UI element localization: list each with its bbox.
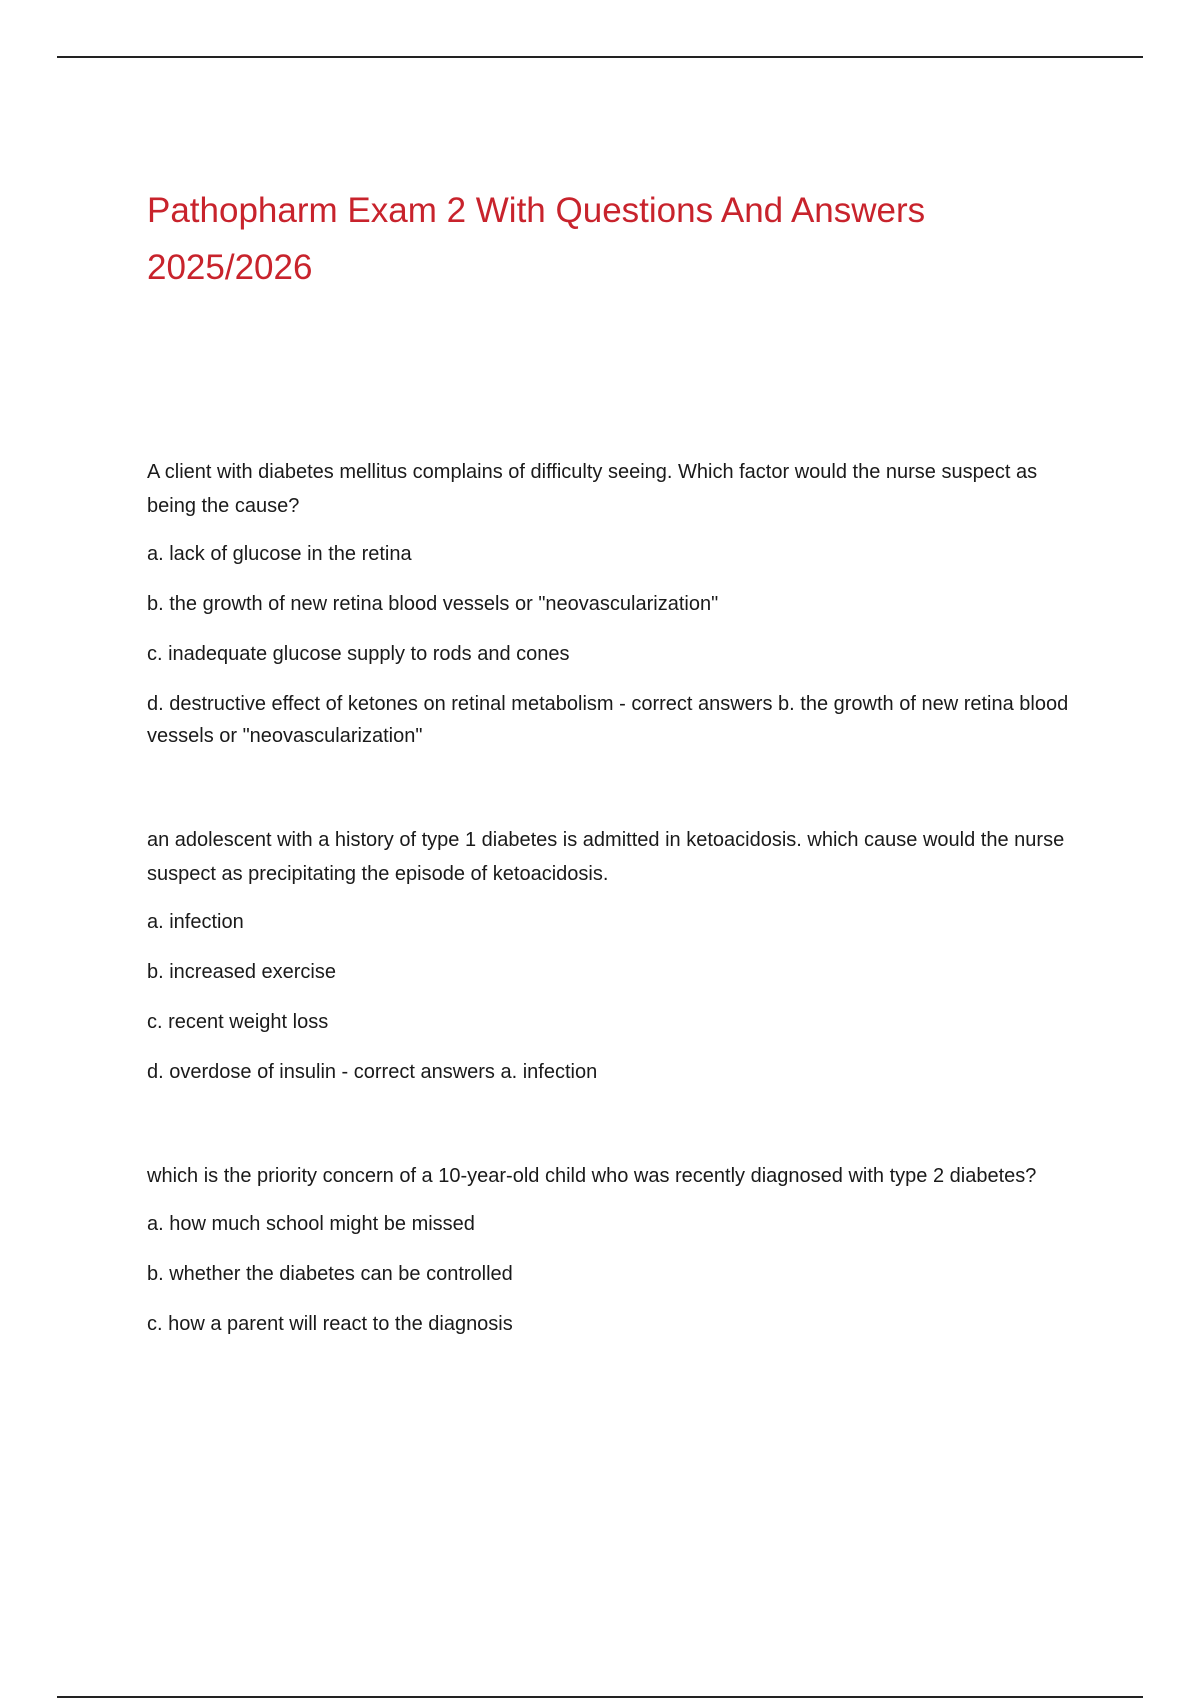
question-list [147,455,1077,1340]
option-a: a. how much school might be missed [147,1213,475,1235]
question-text: which is the priority concern of a 10-year-old child who was recently diagnosed with type 2 diabetes? [147,1165,1037,1187]
question-block-1 [147,455,1077,752]
option-a: a. infection [147,911,244,933]
option-c: c. inadequate glucose supply to rods and cones [147,643,570,665]
option-c: c. how a parent will react to the diagnosis [147,1313,513,1335]
option-b: b. the growth of new retina blood vessels or "neovascularization" [147,593,719,615]
question-text: an adolescent with a history of type 1 diabetes is admitted in ketoacidosis. which cause would the nurse suspect as precipitating the episode of ketoacidosis. [147,829,1065,885]
option-d-with-answer: d. overdose of insulin - correct answers a. infection [147,1061,598,1083]
option-c: c. recent weight loss [147,1011,329,1033]
document-title [147,182,1047,296]
title-line-2: 2025/2026 [147,248,313,287]
footer-rule [57,1696,1143,1698]
question-block-3 [147,1159,1077,1340]
option-d-with-answer: d. destructive effect of ketones on retinal metabolism - correct answers b. the growth of new retina blood vessels or "neovascularization" [147,693,1069,747]
question-text: A client with diabetes mellitus complains of difficulty seeing. Which factor would the nurse suspect as being the cause? [147,461,1038,517]
option-a: a. lack of glucose in the retina [147,543,412,565]
option-b: b. increased exercise [147,961,336,983]
question-block-2 [147,823,1077,1088]
header-rule [57,56,1143,58]
option-b: b. whether the diabetes can be controlled [147,1263,513,1285]
title-line-1: Pathopharm Exam 2 With Questions And Answers [147,191,926,230]
